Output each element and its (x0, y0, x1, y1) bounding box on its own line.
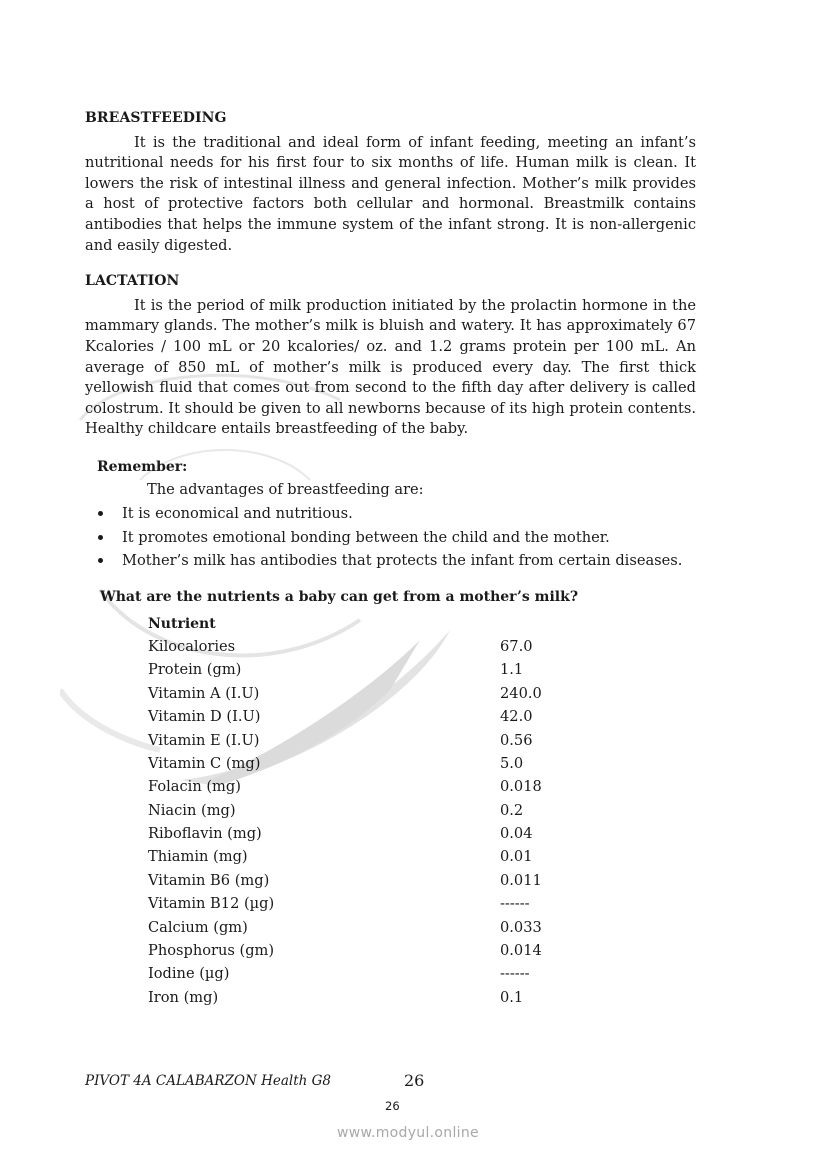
nutrient-value: 240.0 (500, 684, 542, 702)
nutrient-name: Vitamin B12 (µg) (148, 895, 275, 913)
nutrient-name: Vitamin A (I.U) (148, 684, 260, 702)
nutrient-value: ------ (500, 895, 530, 913)
page-number-small: 26 (385, 1099, 400, 1113)
nutrient-value: 0.01 (500, 848, 533, 866)
breastfeeding-section (85, 108, 696, 256)
table-row (148, 776, 542, 799)
value-column-header (500, 612, 542, 635)
nutrients-question: What are the nutrients a baby can get from a mother’s milk? (100, 588, 579, 605)
nutrient-name: Iodine (µg) (148, 965, 230, 983)
website-watermark: www.modyul.online (337, 1125, 479, 1141)
nutrient-value: 0.1 (500, 988, 524, 1006)
nutrient-value: 0.56 (500, 731, 533, 749)
nutrient-table (148, 612, 542, 1010)
table-row (148, 916, 542, 939)
breastfeeding-paragraph: It is the traditional and ideal form of infant feeding, meeting an infant’s nutritional needs for his first four to six months of life. Human milk is clean. It lowers the risk of intestinal illness and general infection. Mother’s milk provides a host of protective factors both cellular and hormonal. Breastmilk contains antibodies that helps the immune system of the infant strong. It is non-allergenic and easily digested. (85, 133, 696, 254)
nutrient-name: Kilocalories (148, 637, 236, 655)
remember-label: Remember: (97, 458, 188, 475)
nutrient-name: Riboflavin (mg) (148, 825, 262, 843)
bullet-icon (98, 558, 103, 563)
nutrient-name: Phosphorus (gm) (148, 942, 275, 960)
table-row (148, 799, 542, 822)
nutrient-name: Vitamin D (I.U) (148, 708, 261, 726)
remember-intro: The advantages of breastfeeding are: (147, 480, 424, 498)
nutrient-value: 1.1 (500, 661, 524, 679)
lactation-section (85, 271, 696, 440)
table-row (148, 706, 542, 729)
table-row (148, 940, 542, 963)
nutrient-name: Protein (gm) (148, 661, 242, 679)
nutrient-name: Calcium (gm) (148, 918, 248, 936)
list-item (85, 502, 696, 526)
table-row (148, 893, 542, 916)
list-item (85, 549, 696, 573)
table-row (148, 659, 542, 682)
nutrient-value: 0.018 (500, 778, 542, 796)
nutrient-name: Vitamin B6 (mg) (148, 871, 270, 889)
nutrient-name: Iron (mg) (148, 988, 219, 1006)
table-row (148, 963, 542, 986)
breastfeeding-heading: BREASTFEEDING (85, 110, 227, 126)
table-row (148, 986, 542, 1009)
nutrient-name: Niacin (mg) (148, 801, 236, 819)
nutrient-value: 0.2 (500, 801, 524, 819)
main-content (85, 108, 696, 1010)
page-number: 26 (404, 1071, 425, 1090)
table-row (148, 869, 542, 892)
nutrient-name: Vitamin C (mg) (148, 754, 261, 772)
advantages-list (85, 502, 696, 573)
table-row (148, 753, 542, 776)
nutrient-name: Folacin (mg) (148, 778, 241, 796)
table-row (148, 823, 542, 846)
nutrient-name: Thiamin (mg) (148, 848, 248, 866)
nutrient-value: 67.0 (500, 637, 533, 655)
nutrient-value: 0.014 (500, 942, 542, 960)
list-item-text: It is economical and nutritious. (122, 505, 353, 523)
list-item (85, 526, 696, 550)
table-row (148, 636, 542, 659)
nutrient-name: Vitamin E (I.U) (148, 731, 260, 749)
nutrient-value: ------ (500, 965, 530, 983)
table-row (148, 682, 542, 705)
nutrient-value: 42.0 (500, 708, 533, 726)
table-row (148, 729, 542, 752)
footer-title: PIVOT 4A CALABARZON Health G8 (85, 1073, 332, 1089)
nutrient-value: 5.0 (500, 754, 524, 772)
nutrient-value: 0.033 (500, 918, 542, 936)
table-header-row (148, 612, 542, 635)
nutrient-value: 0.011 (500, 871, 542, 889)
lactation-paragraph: It is the period of milk production initiated by the prolactin hormone in the mammary glands. The mother’s milk is bluish and watery. It has approximately 67 Kcalories / 100 mL or 20 kcalories/ oz. and 1.2 grams protein per 100 mL. An average of 850 mL of mother’s milk is produced every day. The first thick yellowish fluid that comes out from second to the fifth day after delivery is called colostrum. It should be given to all newborns because of its high protein contents. Healthy childcare entails breastfeeding of the baby. (85, 296, 696, 438)
bullet-icon (98, 511, 103, 516)
nutrients-section (85, 587, 696, 1010)
nutrient-value: 0.04 (500, 825, 533, 843)
list-item-text: Mother’s milk has antibodies that protects the infant from certain diseases. (122, 552, 683, 570)
list-item-text: It promotes emotional bonding between the child and the mother. (122, 528, 610, 546)
table-row (148, 846, 542, 869)
lactation-heading: LACTATION (85, 273, 180, 290)
nutrient-column-header: Nutrient (148, 615, 216, 632)
remember-section (85, 457, 696, 573)
bullet-icon (98, 535, 103, 540)
